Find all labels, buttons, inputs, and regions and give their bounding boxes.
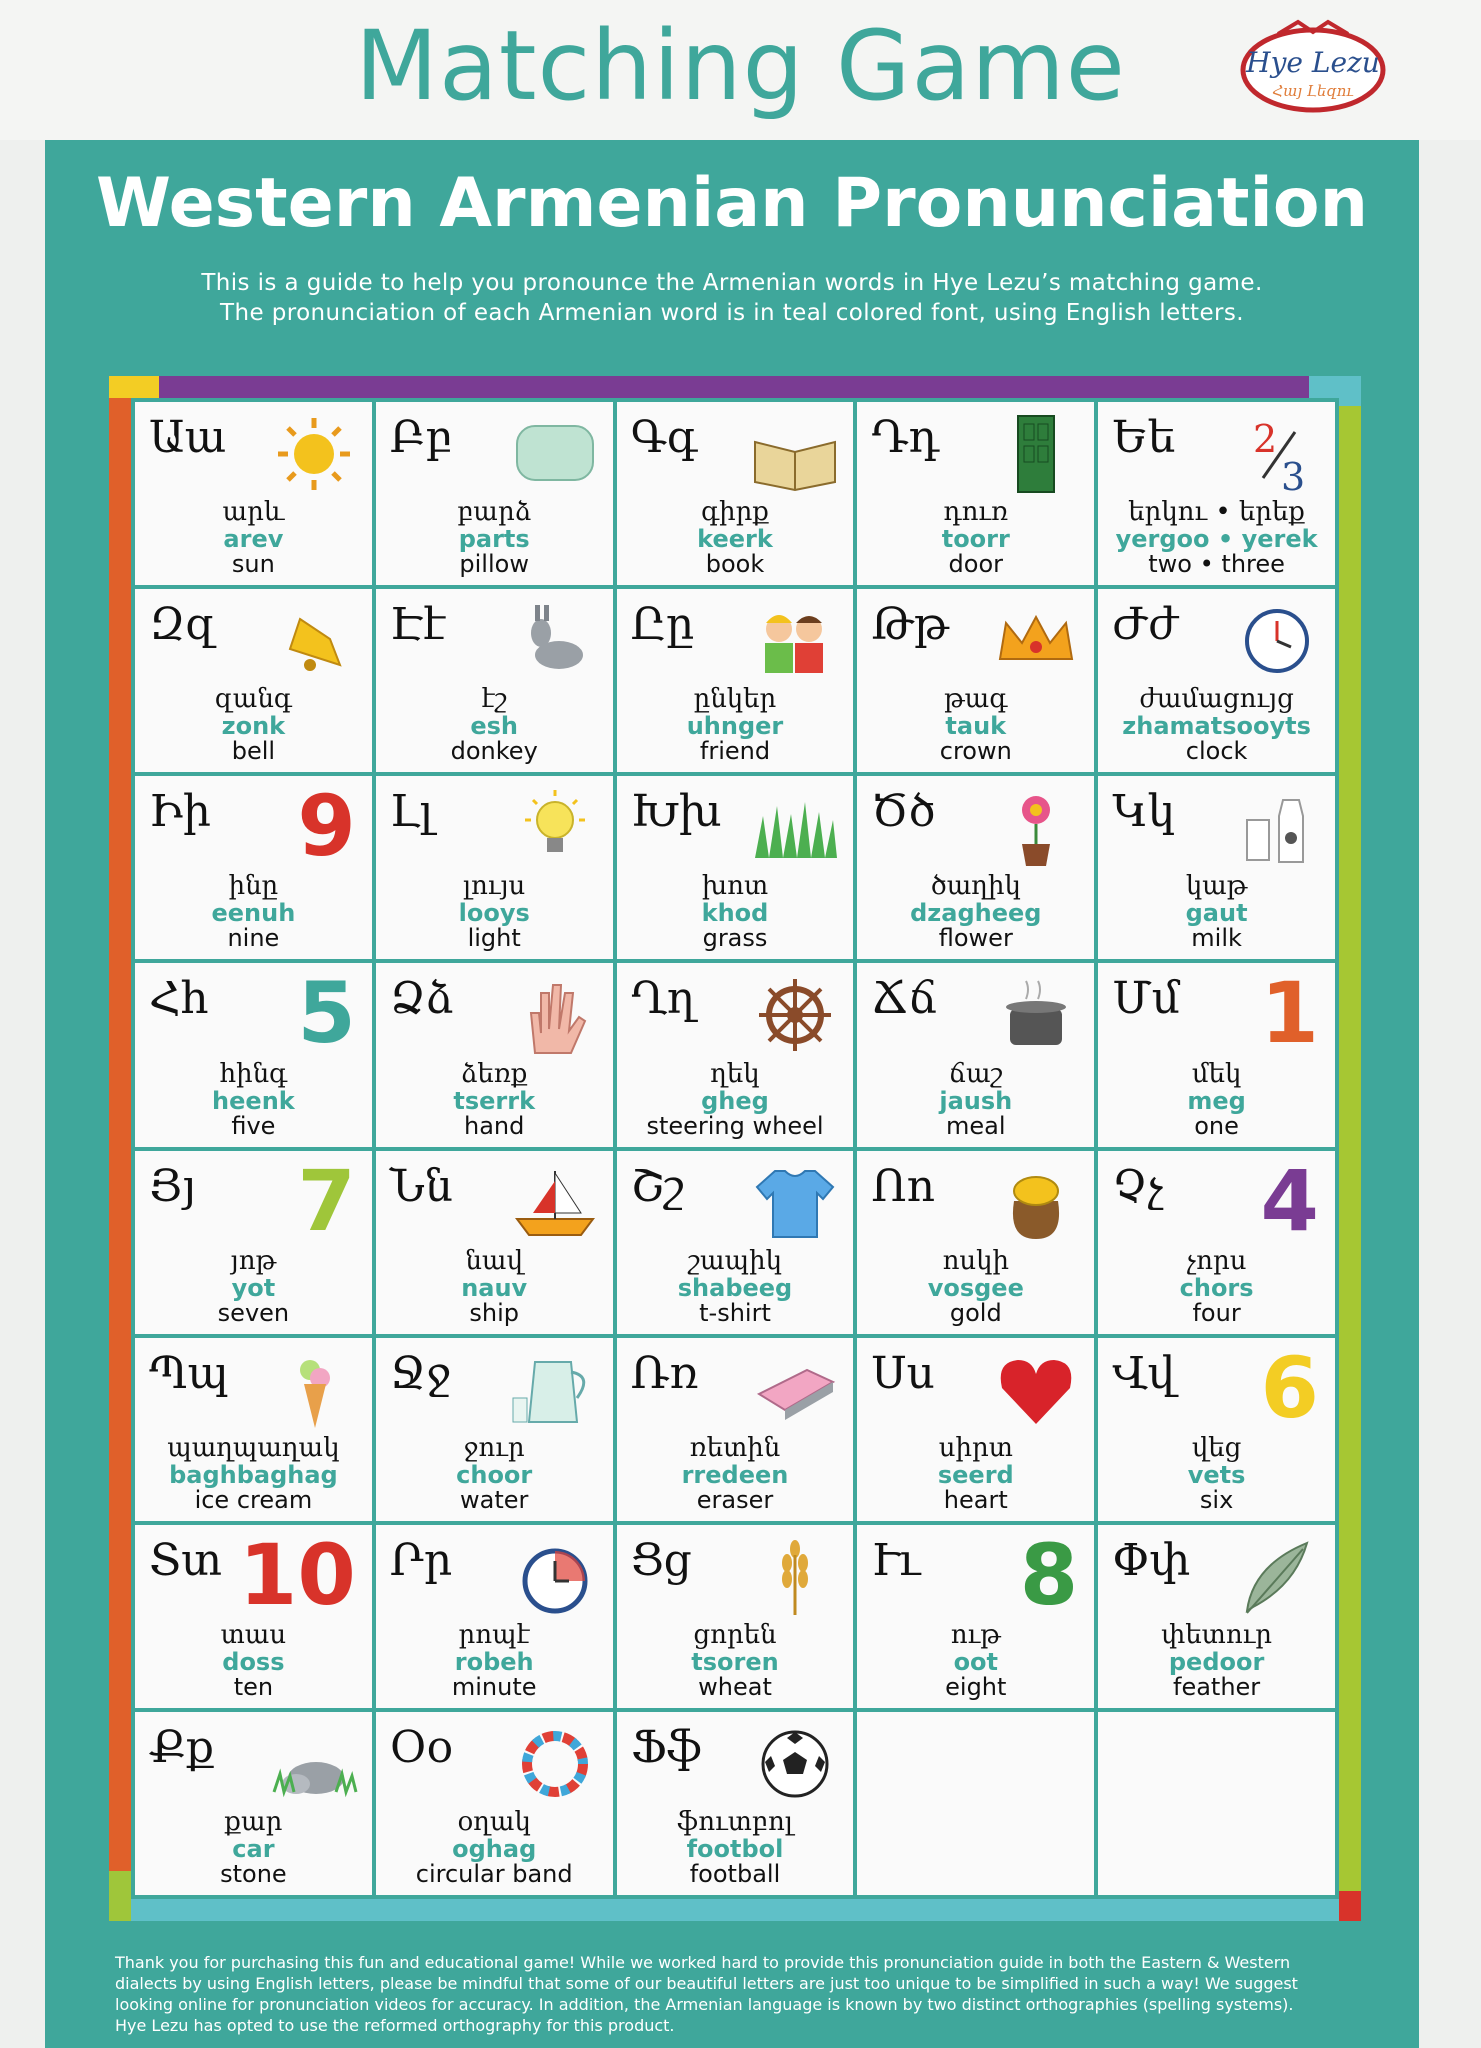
stones-icon xyxy=(268,1720,360,1808)
number-nine-icon: 9 xyxy=(297,777,356,876)
pronunciation: heenk xyxy=(212,1086,295,1115)
friends-icon xyxy=(749,597,841,685)
two-thirds-icon xyxy=(1231,410,1323,498)
english-word: ship xyxy=(469,1298,519,1327)
armenian-word: չորս xyxy=(1186,1245,1247,1276)
card-letters: Ճճ xyxy=(871,973,938,1025)
pronunciation: vosgee xyxy=(927,1273,1024,1302)
frame-corner xyxy=(109,376,159,398)
pronunciation: eenuh xyxy=(211,899,296,928)
card-letters: Օօ xyxy=(389,1721,454,1773)
bell-icon xyxy=(268,597,360,685)
card-words xyxy=(1098,1621,1335,1700)
english-word: five xyxy=(231,1111,276,1140)
card-letters: Թթ xyxy=(871,599,949,651)
poster-title: Western Armenian Pronunciation xyxy=(95,164,1368,243)
english-word: football xyxy=(689,1860,781,1888)
armenian-word: արև xyxy=(222,497,285,528)
armenian-word: ժամացույց xyxy=(1139,684,1294,715)
flower-icon xyxy=(990,784,1082,872)
letter-card-grid xyxy=(131,398,1339,1899)
footer-line-2: dialects by using English letters, please be mindful that some of our beautiful letters are just too unique to be simplified in such a way! We suggest xyxy=(115,1974,1298,1993)
armenian-word: րոպէ xyxy=(458,1619,530,1650)
english-word: pillow xyxy=(459,550,529,579)
card-frame xyxy=(109,376,1361,1921)
armenian-word: ֆուտբոլ xyxy=(677,1807,793,1837)
card-words xyxy=(135,498,372,577)
pronunciation: tsoren xyxy=(691,1647,779,1676)
pronunciation: khod xyxy=(701,899,769,928)
pronunciation: vets xyxy=(1187,1460,1246,1489)
pronunciation: zonk xyxy=(221,712,286,741)
footer-note xyxy=(115,1952,1365,2036)
card-words xyxy=(857,498,1094,577)
card-words xyxy=(617,1434,854,1513)
card-words xyxy=(617,1247,854,1326)
feather-icon xyxy=(1231,1533,1323,1621)
number-six-icon: 6 xyxy=(1260,1338,1319,1437)
card-letters: Ււ xyxy=(871,1534,921,1586)
footer-line-4: Hye Lezu has opted to use the reformed orthography for this product. xyxy=(115,2016,675,2035)
pronunciation: tserrk xyxy=(453,1086,536,1115)
letter-card xyxy=(135,402,372,585)
card-letters: Շշ xyxy=(630,1160,685,1212)
frame-bar-bottom xyxy=(131,1899,1339,1921)
letter-card xyxy=(1098,402,1335,585)
english-word: sun xyxy=(231,550,275,579)
card-words xyxy=(376,1808,613,1887)
armenian-word: խոտ xyxy=(701,871,769,902)
card-words xyxy=(135,1808,372,1887)
armenian-word: փետուր xyxy=(1161,1619,1273,1650)
armenian-word: զանգ xyxy=(214,684,292,715)
english-word: flower xyxy=(938,924,1013,953)
intro-line-2: The pronunciation of each Armenian word is in teal colored font, using English letters. xyxy=(220,300,1244,326)
armenian-word: բարձ xyxy=(457,497,532,528)
letter-card xyxy=(376,776,613,959)
card-letters: Աա xyxy=(149,412,227,463)
card-words xyxy=(1098,1434,1335,1513)
card-words xyxy=(857,1434,1094,1513)
pronunciation: parts xyxy=(458,525,530,554)
donkey-icon xyxy=(509,597,601,685)
footer-line-3: looking online for pronunciation videos for accuracy. In addition, the Armenian language is known by two distinct orthographies (spelling systems). xyxy=(115,1995,1294,2014)
pronunciation: dzagheeg xyxy=(910,899,1042,928)
card-words xyxy=(1098,685,1335,764)
card-letters: Լլ xyxy=(389,786,434,838)
letter-card xyxy=(617,1151,854,1334)
armenian-word: ծաղիկ xyxy=(930,871,1021,902)
milk-icon xyxy=(1231,784,1323,872)
english-word: hand xyxy=(464,1111,525,1140)
card-letters: Ցց xyxy=(630,1534,692,1586)
armenian-word: երկու • երեք xyxy=(1128,497,1305,528)
armenian-word: վեց xyxy=(1191,1432,1242,1463)
number-eight-icon: 8 xyxy=(1019,1525,1079,1624)
letter-card xyxy=(617,1338,854,1521)
brand-logo xyxy=(1238,18,1388,118)
letter-card xyxy=(376,1151,613,1334)
card-words xyxy=(135,1621,372,1700)
armenian-word: թագ xyxy=(944,684,1008,715)
gold-bag-icon xyxy=(990,1159,1082,1247)
pronunciation: looys xyxy=(458,899,530,928)
card-words xyxy=(1098,1060,1335,1139)
english-word: seven xyxy=(217,1298,290,1327)
english-word: book xyxy=(705,550,765,579)
card-words xyxy=(617,498,854,577)
letter-card xyxy=(135,1525,372,1708)
card-letters: Հհ xyxy=(149,973,209,1025)
armenian-word: գիրք xyxy=(701,497,769,528)
english-word: nine xyxy=(227,924,280,953)
pronunciation: rredeen xyxy=(681,1460,789,1489)
card-words xyxy=(376,685,613,764)
english-word: eight xyxy=(945,1672,1007,1701)
letter-card xyxy=(617,776,854,959)
letter-card xyxy=(135,1712,372,1895)
english-word: bell xyxy=(231,737,276,766)
card-letters: Մմ xyxy=(1112,973,1181,1025)
page-title: Matching Game xyxy=(355,10,1126,122)
pronunciation: oghag xyxy=(452,1835,537,1863)
letter-card xyxy=(376,963,613,1146)
armenian-word: դուռ xyxy=(943,497,1009,528)
card-letters: Րր xyxy=(389,1534,453,1586)
card-letters: Ոո xyxy=(871,1160,936,1212)
letter-card xyxy=(617,963,854,1146)
card-letters: Ժժ xyxy=(1112,599,1178,651)
english-word: t-shirt xyxy=(699,1298,771,1327)
letter-card xyxy=(376,402,613,585)
svg-text:3: 3 xyxy=(1281,455,1306,496)
letter-card xyxy=(857,589,1094,772)
letter-card xyxy=(376,1338,613,1521)
pronunciation: baghbaghag xyxy=(169,1460,338,1489)
armenian-word: հինգ xyxy=(219,1058,288,1089)
card-letters: Յյ xyxy=(149,1160,197,1212)
pronunciation: yergoo • yerek xyxy=(1115,525,1318,554)
letter-card xyxy=(617,1712,854,1895)
letter-card xyxy=(135,1338,372,1521)
armenian-word: նավ xyxy=(465,1245,523,1276)
intro-line-1: This is a guide to help you pronounce the Armenian words in Hye Lezu’s matching game. xyxy=(201,270,1263,296)
card-letters: Ղղ xyxy=(630,973,696,1025)
letter-card xyxy=(135,589,372,772)
frame-corner xyxy=(109,1871,131,1921)
armenian-word: էշ xyxy=(481,684,507,715)
letter-card xyxy=(857,1338,1094,1521)
card-words xyxy=(376,1060,613,1139)
letter-card xyxy=(1098,963,1335,1146)
card-words xyxy=(135,1247,372,1326)
card-words xyxy=(617,685,854,764)
number-four-icon: 4 xyxy=(1260,1151,1319,1250)
pronunciation: tauk xyxy=(945,712,1007,741)
pronunciation: robeh xyxy=(454,1647,534,1676)
empty-card xyxy=(857,1712,1094,1895)
english-word: minute xyxy=(451,1672,537,1701)
english-word: clock xyxy=(1185,737,1248,766)
poster xyxy=(45,140,1419,2048)
clock-icon xyxy=(1231,597,1323,685)
english-word: wheat xyxy=(698,1672,772,1701)
number-ten-icon: 10 xyxy=(238,1525,356,1624)
letter-card xyxy=(135,1151,372,1334)
steering-wheel-icon xyxy=(749,971,841,1059)
card-letters: Էէ xyxy=(389,599,446,651)
card-letters: Եե xyxy=(1112,412,1176,463)
sun-icon xyxy=(268,410,360,498)
pronunciation: jaush xyxy=(939,1086,1013,1115)
pronunciation: pedoor xyxy=(1168,1647,1265,1676)
card-words xyxy=(857,1247,1094,1326)
english-word: feather xyxy=(1173,1672,1261,1701)
pronunciation: yot xyxy=(231,1273,276,1302)
ice-cream-icon xyxy=(268,1346,360,1434)
card-letters: Փփ xyxy=(1112,1534,1191,1586)
card-letters: Պպ xyxy=(149,1347,229,1399)
number-five-icon: 5 xyxy=(297,964,356,1063)
armenian-word: ջուր xyxy=(463,1432,525,1463)
card-letters: Վվ xyxy=(1112,1347,1176,1399)
ring-icon xyxy=(509,1720,601,1808)
pronunciation: arev xyxy=(223,525,284,554)
door-icon xyxy=(990,410,1082,498)
pronunciation: nauv xyxy=(461,1273,528,1302)
card-letters: Գգ xyxy=(630,412,698,463)
armenian-word: սիրտ xyxy=(938,1432,1013,1463)
card-words xyxy=(135,872,372,951)
letter-card xyxy=(857,963,1094,1146)
card-letters: Զզ xyxy=(149,599,216,651)
english-word: circular band xyxy=(415,1860,573,1888)
pronunciation: toorr xyxy=(941,525,1010,554)
english-word: ice cream xyxy=(194,1485,313,1514)
english-word: one xyxy=(1194,1111,1239,1140)
armenian-word: շապիկ xyxy=(688,1245,782,1276)
pronunciation: zhamatsooyts xyxy=(1122,712,1311,741)
wheat-icon xyxy=(749,1533,841,1621)
armenian-word: ռետին xyxy=(689,1432,781,1463)
tshirt-icon xyxy=(749,1159,841,1247)
crown-icon xyxy=(990,597,1082,685)
card-words xyxy=(376,1247,613,1326)
english-word: stone xyxy=(220,1860,287,1888)
book-icon xyxy=(749,410,841,498)
english-word: donkey xyxy=(450,737,538,766)
armenian-word: ցորեն xyxy=(693,1619,777,1650)
card-words xyxy=(135,1434,372,1513)
letter-card xyxy=(135,963,372,1146)
pronunciation: gheg xyxy=(701,1086,769,1115)
card-letters: Իի xyxy=(149,786,211,838)
pronunciation: esh xyxy=(470,712,519,741)
empty-card xyxy=(1098,1712,1335,1895)
pronunciation: choor xyxy=(456,1460,533,1489)
number-seven-icon: 7 xyxy=(297,1151,356,1250)
frame-bar-top xyxy=(159,376,1309,398)
armenian-word: ղեկ xyxy=(710,1058,760,1089)
armenian-word: ընկեր xyxy=(693,684,777,715)
card-words xyxy=(135,685,372,764)
pronunciation: gaut xyxy=(1185,899,1248,928)
pronunciation: chors xyxy=(1179,1273,1254,1302)
eraser-icon xyxy=(749,1346,841,1434)
card-words xyxy=(857,1060,1094,1139)
card-words xyxy=(376,1621,613,1700)
card-words xyxy=(376,1434,613,1513)
pronunciation: keerk xyxy=(697,525,773,554)
letter-card xyxy=(617,402,854,585)
letter-card xyxy=(857,1151,1094,1334)
english-word: milk xyxy=(1191,924,1242,953)
number-one-icon: 1 xyxy=(1260,964,1319,1063)
armenian-word: մեկ xyxy=(1191,1058,1242,1089)
letter-card xyxy=(857,402,1094,585)
english-word: six xyxy=(1199,1485,1234,1514)
card-letters: Խխ xyxy=(630,786,722,838)
letter-card xyxy=(1098,776,1335,959)
logo-subtext: Հայ Լեզու xyxy=(1272,82,1354,100)
letter-card xyxy=(1098,1338,1335,1521)
armenian-word: տաս xyxy=(220,1619,287,1650)
english-word: steering wheel xyxy=(646,1111,824,1140)
grass-icon xyxy=(749,784,841,872)
armenian-word: օղակ xyxy=(457,1807,531,1837)
hand-icon xyxy=(509,971,601,1059)
pot-icon xyxy=(990,971,1082,1059)
stopwatch-icon xyxy=(509,1533,601,1621)
pronunciation: footbol xyxy=(686,1835,784,1863)
card-words xyxy=(1098,872,1335,951)
card-words xyxy=(376,872,613,951)
card-letters: Ըը xyxy=(630,599,695,651)
card-words xyxy=(617,1621,854,1700)
armenian-word: լույս xyxy=(463,871,526,902)
letter-card xyxy=(857,1525,1094,1708)
card-words xyxy=(376,498,613,577)
card-words xyxy=(857,685,1094,764)
card-letters: Կկ xyxy=(1112,786,1176,838)
soccer-ball-icon xyxy=(749,1720,841,1808)
frame-corner xyxy=(1339,1891,1361,1921)
english-word: water xyxy=(460,1485,529,1514)
pronunciation: seerd xyxy=(937,1460,1014,1489)
frame-bar-right xyxy=(1339,406,1361,1921)
letter-card xyxy=(135,776,372,959)
english-word: light xyxy=(467,924,521,953)
card-letters: Ֆֆ xyxy=(630,1721,703,1773)
card-letters: Տտ xyxy=(149,1534,223,1586)
card-words xyxy=(135,1060,372,1139)
english-word: gold xyxy=(949,1298,1002,1327)
armenian-word: պաղպաղակ xyxy=(167,1432,340,1463)
english-word: four xyxy=(1192,1298,1241,1327)
card-letters: Բբ xyxy=(389,412,453,463)
card-letters: Դդ xyxy=(871,412,940,463)
card-letters: Ջջ xyxy=(389,1347,452,1399)
pronunciation: oot xyxy=(953,1647,999,1676)
card-letters: Ձձ xyxy=(389,973,454,1025)
intro-text xyxy=(85,268,1379,328)
card-words xyxy=(617,1060,854,1139)
pronunciation: doss xyxy=(222,1647,285,1676)
english-word: two • three xyxy=(1148,550,1285,579)
english-word: eraser xyxy=(696,1485,774,1514)
english-word: door xyxy=(948,550,1004,579)
card-letters: Նն xyxy=(389,1160,453,1212)
pillow-icon xyxy=(509,410,601,498)
card-letters: Ռռ xyxy=(630,1347,699,1399)
letter-card xyxy=(857,776,1094,959)
armenian-word: ինը xyxy=(228,871,279,902)
light-bulb-icon xyxy=(509,784,601,872)
letter-card xyxy=(617,589,854,772)
armenian-word: յոթ xyxy=(230,1245,277,1276)
boat-icon xyxy=(509,1159,601,1247)
pronunciation: uhnger xyxy=(686,712,784,741)
card-words xyxy=(857,1621,1094,1700)
card-letters: Սս xyxy=(871,1347,935,1399)
card-letters: Ծծ xyxy=(871,786,936,838)
footer-line-1: Thank you for purchasing this fun and educational game! While we worked hard to provide this pronunciation guide in both the Eastern & Western xyxy=(115,1953,1291,1972)
armenian-word: քար xyxy=(224,1807,283,1837)
armenian-word: ութ xyxy=(950,1619,1001,1650)
english-word: meal xyxy=(946,1111,1006,1140)
english-word: friend xyxy=(699,737,771,766)
card-words xyxy=(617,1808,854,1887)
water-jug-icon xyxy=(509,1346,601,1434)
frame-bar-left xyxy=(109,376,131,1871)
english-word: crown xyxy=(939,737,1012,766)
pronunciation: car xyxy=(232,1835,275,1863)
heart-icon xyxy=(990,1346,1082,1434)
letter-card xyxy=(1098,1151,1335,1334)
card-words xyxy=(617,872,854,951)
card-words xyxy=(857,872,1094,951)
card-words xyxy=(1098,1247,1335,1326)
armenian-word: ձեռք xyxy=(461,1058,528,1089)
card-words xyxy=(1098,498,1335,577)
armenian-word: կաթ xyxy=(1185,871,1248,902)
letter-card xyxy=(376,589,613,772)
pronunciation: shabeeg xyxy=(677,1273,793,1302)
letter-card xyxy=(1098,1525,1335,1708)
armenian-word: ճաշ xyxy=(948,1058,1003,1089)
card-letters: Չչ xyxy=(1112,1160,1164,1212)
pronunciation: meg xyxy=(1187,1086,1246,1115)
logo-text: Hye Lezu xyxy=(1246,46,1380,79)
letter-card xyxy=(376,1712,613,1895)
letter-card xyxy=(617,1525,854,1708)
english-word: ten xyxy=(233,1672,274,1701)
letter-card xyxy=(376,1525,613,1708)
letter-card xyxy=(1098,589,1335,772)
english-word: grass xyxy=(702,924,768,953)
card-letters: Քք xyxy=(149,1721,215,1773)
armenian-word: ոսկի xyxy=(942,1245,1010,1276)
english-word: heart xyxy=(943,1485,1008,1514)
svg-text:2: 2 xyxy=(1253,417,1278,461)
